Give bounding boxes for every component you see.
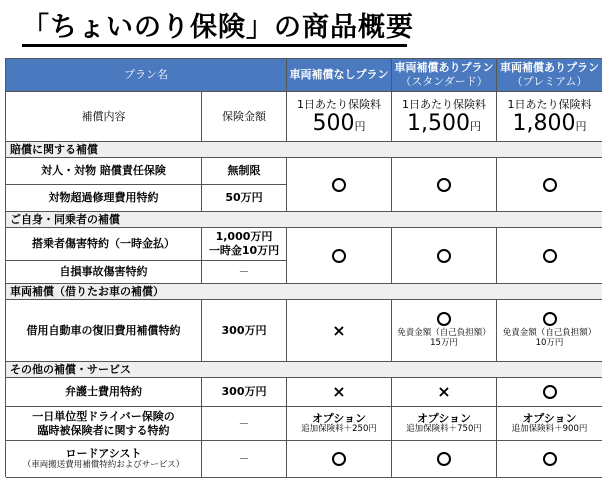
circle-mark — [437, 249, 451, 263]
temp-insured-row-amount: － — [202, 407, 287, 441]
amount-line-1: 1,000万円 — [215, 230, 273, 244]
plan3-header-name: 車両補償ありプラン — [500, 61, 599, 75]
legal-plan3-cell — [497, 378, 602, 407]
price-value: 1,500 — [407, 110, 470, 136]
plan3-header — [497, 59, 602, 92]
circle-mark — [543, 312, 557, 326]
liability-plan1-cell — [287, 158, 392, 212]
circle-mark — [543, 452, 557, 466]
option-label: オプション — [416, 411, 471, 425]
deductible-amount: 10万円 — [535, 338, 564, 348]
self-plan1-cell — [287, 228, 392, 284]
circle-mark — [437, 312, 451, 326]
plan1-header: 車両補償なしプラン — [287, 59, 392, 92]
amount-line-2: 一時金10万円 — [208, 244, 280, 257]
legal-fees-row-amount: 300万円 — [202, 378, 287, 407]
cross-mark: × — [332, 382, 346, 401]
self-accident-row-name: 自損事故傷害特約 — [6, 261, 202, 284]
circle-mark — [437, 178, 451, 192]
liability-row-amount: 無制限 — [202, 158, 287, 185]
liability-plan3-cell — [497, 158, 602, 212]
price-caption: 1日あたり保険料 — [402, 98, 486, 112]
legal-plan2-cell — [392, 378, 497, 407]
option-premium: 追加保険料＋750円 — [406, 424, 482, 435]
vehicle-plan1-cell — [287, 300, 392, 362]
temp-insured-row-name — [6, 407, 202, 441]
plan3-price — [497, 92, 602, 142]
vehicle-plan3-cell — [497, 300, 602, 362]
circle-mark — [437, 452, 451, 466]
road-assist-row-amount: － — [202, 441, 287, 478]
row-name-line-2: （車両搬送費用補償特約およびサービス） — [22, 459, 185, 470]
cross-mark: × — [437, 382, 451, 401]
road-plan3-cell — [497, 441, 602, 478]
price-caption: 1日あたり保険料 — [297, 98, 381, 112]
amount-column-header: 保険金額 — [202, 92, 287, 142]
option-label: オプション — [311, 411, 366, 425]
row-name-line-1: ロードアシスト — [65, 447, 142, 461]
passenger-injury-row-name: 搭乗者傷害特約（一時金払） — [6, 228, 202, 261]
row-name-line-2: 臨時被保険者に関する特約 — [37, 423, 170, 437]
section-liability: 賠償に関する補償 — [6, 142, 602, 158]
circle-mark — [543, 249, 557, 263]
row-name-line-1: 一日単位型ドライバー保険の — [32, 409, 175, 423]
plan2-header-name: 車両補償ありプラン — [394, 61, 494, 75]
option-label: オプション — [522, 411, 577, 425]
liability-row-name: 対人・対物 賠償責任保険 — [6, 158, 202, 185]
deductible-note: 免責金額（自己負担額） — [397, 328, 491, 339]
property-excess-row-amount: 50万円 — [202, 185, 287, 212]
circle-mark — [543, 385, 557, 399]
temp-insured-plan2-cell — [392, 407, 497, 441]
yen-unit: 円 — [469, 119, 481, 133]
option-premium: 追加保険料＋250円 — [301, 424, 377, 435]
vehicle-restoration-row-amount: 300万円 — [202, 300, 287, 362]
temp-insured-plan1-cell — [287, 407, 392, 441]
option-premium: 追加保険料＋900円 — [511, 424, 588, 435]
circle-mark — [543, 178, 557, 192]
product-summary-table — [5, 58, 602, 477]
temp-insured-plan3-cell — [497, 407, 602, 441]
section-self: ご自身・同乗者の補償 — [6, 212, 602, 228]
self-plan3-cell — [497, 228, 602, 284]
circle-mark — [332, 249, 346, 263]
deductible-note: 免責金額（自己負担額） — [502, 328, 597, 339]
self-plan2-cell — [392, 228, 497, 284]
yen-unit: 円 — [575, 119, 587, 133]
plan2-price — [392, 92, 497, 142]
road-plan1-cell — [287, 441, 392, 478]
circle-mark — [332, 178, 346, 192]
price-value: 1,800 — [512, 110, 576, 136]
deductible-amount: 15万円 — [430, 338, 458, 348]
legal-plan1-cell — [287, 378, 392, 407]
self-accident-row-amount: － — [202, 261, 287, 284]
section-other: その他の補償・サービス — [6, 362, 602, 378]
passenger-injury-row-amount — [202, 228, 287, 261]
yen-unit: 円 — [354, 119, 366, 133]
cross-mark: × — [332, 320, 346, 340]
vehicle-restoration-row-name: 借用自動車の復旧費用補償特約 — [6, 300, 202, 362]
price-caption: 1日あたり保険料 — [507, 98, 592, 112]
circle-mark — [332, 452, 346, 466]
road-plan2-cell — [392, 441, 497, 478]
road-assist-row-name — [6, 441, 202, 478]
coverage-column-header: 補償内容 — [6, 92, 202, 142]
page-title: 「ちょいのり保険」の商品概要 — [22, 12, 414, 43]
liability-plan2-cell — [392, 158, 497, 212]
price-value: 500 — [312, 110, 355, 136]
legal-fees-row-name: 弁護士費用特約 — [6, 378, 202, 407]
plan2-header-sub: （スタンダード） — [400, 75, 488, 88]
plan2-header — [392, 59, 497, 92]
title-underline — [22, 44, 407, 47]
plan1-price — [287, 92, 392, 142]
vehicle-plan2-cell — [392, 300, 497, 362]
plan-name-header: プラン名 — [6, 59, 287, 92]
section-vehicle: 車両補償（借りたお車の補償） — [6, 284, 602, 300]
property-excess-row-name: 対物超過修理費用特約 — [6, 185, 202, 212]
plan3-header-sub: （プレミアム） — [511, 75, 588, 88]
